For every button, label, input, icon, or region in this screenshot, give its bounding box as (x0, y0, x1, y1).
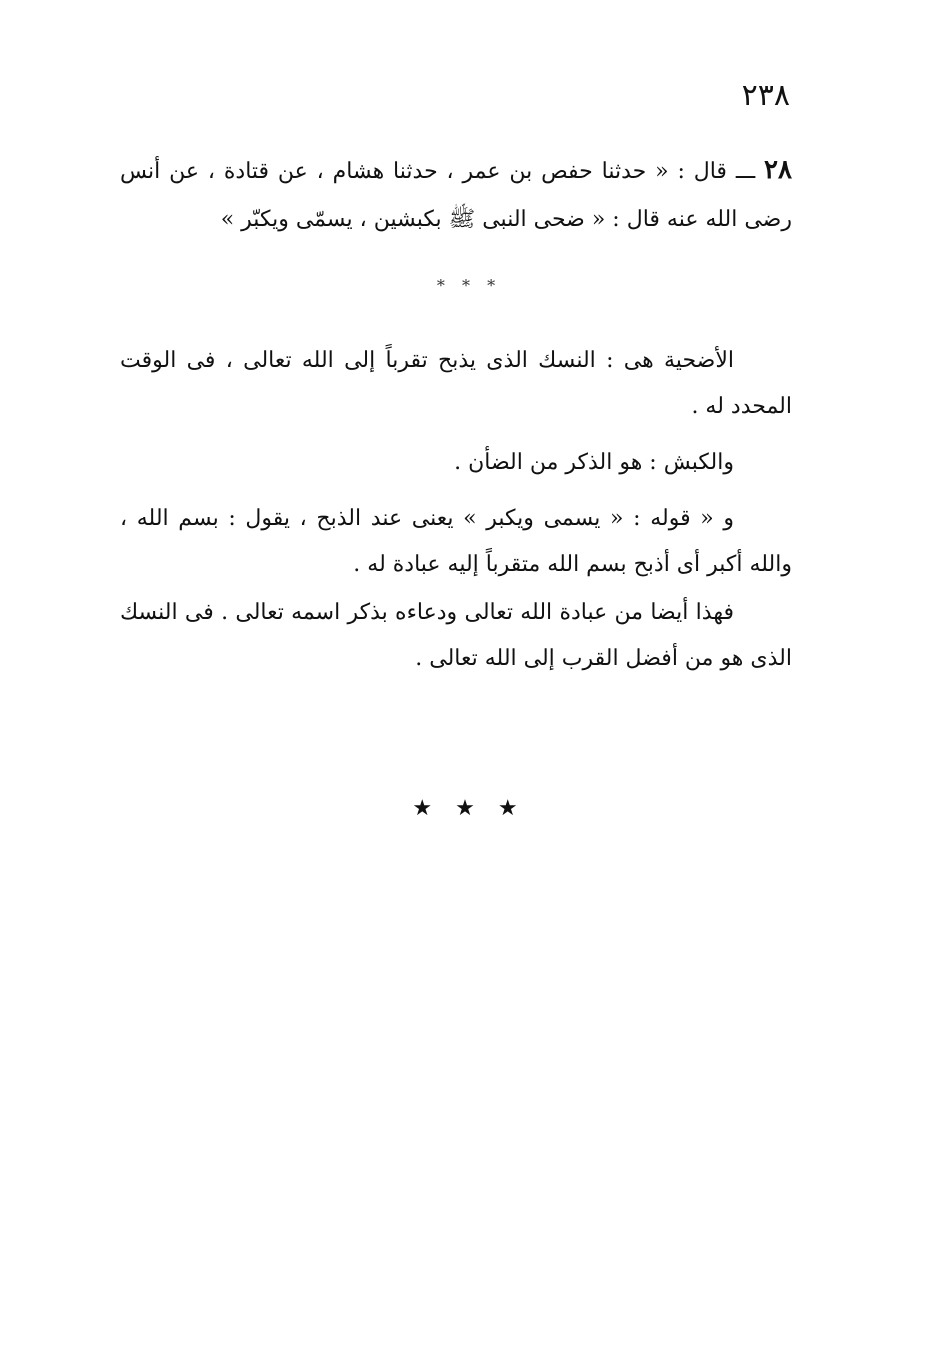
end-separator-stars: ★ ★ ★ (412, 796, 526, 821)
section-separator-asterisks: * * * (436, 276, 502, 295)
paragraph-text: فهذا أيضا من عبادة الله تعالى ودعاءه بذكر اسمه تعالى . فى النسك الذى هو من أفضل القرب إلى الله تعالى . (120, 600, 792, 671)
paragraph-text: و « قوله : « يسمى ويكبر » يعنى عند الذبح ، يقول : بسم الله ، والله أكبر أى أذبح بسم الله متقرباً إليه عبادة له . (120, 506, 792, 577)
paragraph-tasmiya-explanation (120, 496, 792, 588)
paragraph-udhiyah-definition (120, 338, 792, 430)
hadith-dash: ـــ (735, 159, 756, 184)
page-number: ٢٣٨ (741, 78, 790, 113)
paragraph-text: الأضحية هى : النسك الذى يذبح تقرباً إلى الله تعالى ، فى الوقت المحدد له . (120, 348, 792, 419)
paragraph-text: والكبش : هو الذكر من الضأن . (454, 450, 734, 475)
paragraph-kabsh-definition (120, 440, 792, 486)
hadith-text: قال : « حدثنا حفص بن عمر ، حدثنا هشام ، عن قتادة ، عن أنس رضى الله عنه قال : « ضحى النبى ﷺ بكبشين ، يسمّى ويكبّر » (120, 159, 792, 232)
paragraph-worship-note (120, 590, 792, 682)
hadith-28 (120, 146, 792, 244)
hadith-number: ٢٨ (764, 155, 792, 185)
